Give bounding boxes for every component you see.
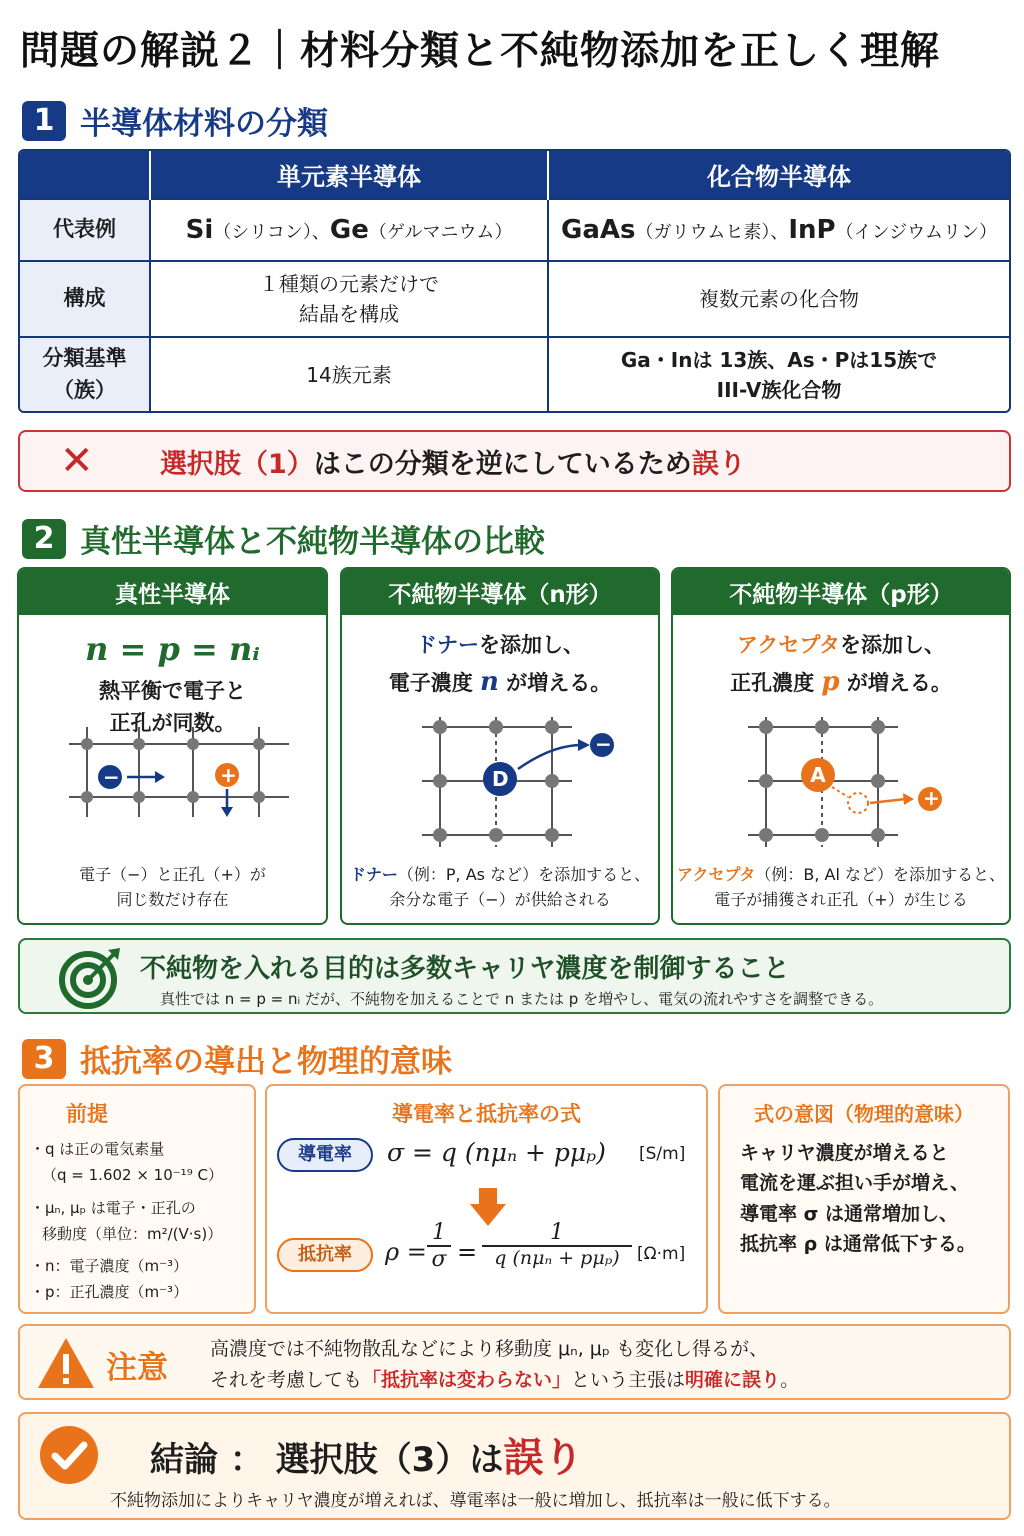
card-p-type-title: 不純物半導体（p形）: [673, 569, 1009, 615]
section-2-number: 2: [22, 519, 66, 559]
caution-label: 注意: [106, 1350, 168, 1386]
page-title: 問題の解説２｜材料分類と不純物添加を正しく理解: [20, 29, 941, 74]
cell-elemental-composition: １種類の元素だけで 結晶を構成: [150, 261, 548, 337]
classification-table: [18, 149, 1011, 413]
intrinsic-desc-1: 熱平衡で電子と: [99, 678, 246, 703]
card-n-type: [340, 567, 660, 925]
conclusion-subtitle: 不純物添加によりキャリヤ濃度が増えれば、導電率は一般に増加し、抵抗率は一般に低下する。: [110, 1491, 841, 1511]
section-3-number: 3: [22, 1039, 66, 1079]
warning-icon: [36, 1336, 96, 1390]
intrinsic-footer: 電子（−）と正孔（+）が 同じ数だけ存在: [79, 864, 266, 910]
goal-title: 不純物を入れる目的は多数キャリヤ濃度を制御すること: [140, 954, 790, 984]
section-1-header: [22, 98, 328, 143]
meaning-box: [718, 1084, 1010, 1314]
row-header-composition: 構成: [20, 261, 150, 337]
created-hole-symbol: +: [923, 786, 940, 810]
cross-icon: ✕: [60, 438, 94, 484]
hole-symbol: +: [220, 763, 237, 787]
resistivity-tag: 抵抗率: [277, 1238, 373, 1272]
intrinsic-desc-2: 正孔が同数。: [109, 711, 236, 736]
equals-sign: =: [457, 1238, 478, 1266]
p-type-lattice-diagram: [748, 717, 958, 847]
cell-compound-examples: GaAs（ガリウムヒ素）、InP（インジウムリン）: [548, 199, 1009, 261]
n-type-footer: ドナー（例：P, As など）を添加すると、 余分な電子（−）が供給される: [349, 864, 651, 910]
target-icon: [58, 946, 122, 1010]
error-callout-1: ✕ 選択肢（1）はこの分類を逆にしているため誤り: [18, 430, 1011, 492]
p-type-footer: アクセプタ（例：B, Al など）を添加すると、 電子が捕獲され正孔（+）が生じる: [676, 864, 1006, 910]
premise-list: ・q は正の電気素量 （q = 1.602 × 10⁻¹⁹ C） ・μₙ, μₚ は電子・正孔の 移動度（単位：m²/(V·s)） ・n：電子濃度（m⁻³） ・p：正孔濃度（m⁻³）: [30, 1140, 223, 1302]
resistivity-fraction: 1 q (nμₙ + pμₚ): [482, 1220, 632, 1269]
acceptor-atom-label: A: [810, 763, 826, 787]
section-1-number: 1: [22, 101, 66, 141]
conclusion-callout: [18, 1412, 1011, 1520]
formula-box: [265, 1084, 708, 1314]
card-n-type-title: 不純物半導体（n形）: [342, 569, 658, 615]
electron-symbol: −: [103, 765, 120, 789]
meaning-title: 式の意図（物理的意味）: [754, 1102, 974, 1126]
cell-compound-criteria: Ga・Inは 13族、As・Pは15族で III-V族化合物: [548, 337, 1009, 411]
card-intrinsic: [17, 567, 328, 925]
row-header-criteria: 分類基準 （族）: [20, 337, 150, 411]
intrinsic-lattice-diagram: [69, 727, 289, 817]
meaning-text: キャリヤ濃度が増えると 電流を運ぶ担い手が増え、 導電率 σ は通常増加し、 抵抗率 ρ は通常低下する。: [740, 1142, 976, 1256]
conductivity-tag: 導電率: [277, 1138, 373, 1172]
donor-atom-label: D: [492, 767, 509, 791]
table-corner: [20, 151, 150, 199]
card-p-type: [671, 567, 1011, 925]
cell-elemental-criteria: 14族元素: [150, 337, 548, 411]
row-header-examples: 代表例: [20, 199, 150, 261]
resistivity-unit: [Ω·m]: [637, 1244, 686, 1264]
goal-subtitle: 真性では n = p = nᵢ だが、不純物を加えることで n または p を増やし、電気の流れやすさを調整できる。: [160, 990, 884, 1008]
caution-callout: [18, 1324, 1011, 1400]
n-type-desc-1: ドナーを添加し、: [416, 633, 584, 657]
section-2-title: 真性半導体と不純物半導体の比較: [80, 524, 545, 560]
section-3-header: [22, 1036, 452, 1081]
premise-title: 前提: [66, 1102, 108, 1126]
col-header-elemental: 単元素半導体: [150, 151, 548, 199]
goal-callout: [18, 938, 1011, 1014]
rho-fraction: 1 σ: [427, 1220, 451, 1272]
section-2-header: [22, 516, 545, 561]
p-type-desc-2: 正孔濃度 p が増える。: [730, 666, 952, 697]
premise-box: [18, 1084, 256, 1314]
p-type-desc-1: アクセプタを添加し、: [737, 633, 945, 657]
n-type-desc-2: 電子濃度 n が増える。: [388, 666, 612, 697]
col-header-compound: 化合物半導体: [548, 151, 1009, 199]
formula-title: 導電率と抵抗率の式: [392, 1102, 581, 1126]
checkmark-icon: [38, 1424, 100, 1486]
cell-compound-composition: 複数元素の化合物: [548, 261, 1009, 337]
conductivity-equation: σ = q (nμₙ + pμₚ): [387, 1138, 606, 1167]
conductivity-unit: [S/m]: [639, 1144, 686, 1164]
free-electron-symbol: −: [595, 732, 612, 756]
cell-elemental-examples: Si（シリコン）、Ge（ゲルマニウム）: [150, 199, 548, 261]
intrinsic-formula: n = p = nᵢ: [85, 630, 260, 668]
rho-symbol: ρ =: [385, 1238, 427, 1266]
section-1-title: 半導体材料の分類: [80, 106, 328, 142]
card-intrinsic-title: 真性半導体: [19, 569, 326, 615]
n-type-lattice-diagram: [422, 717, 622, 847]
conclusion-heading: 結論 ： 選択肢（3）は誤り: [150, 1435, 584, 1481]
caution-text: 高濃度では不純物散乱などにより移動度 μₙ, μₚ も変化し得るが、 それを考慮しても「抵抗率は変わらない」という主張は明確に誤り。: [210, 1338, 800, 1392]
section-3-title: 抵抗率の導出と物理的意味: [80, 1044, 452, 1080]
